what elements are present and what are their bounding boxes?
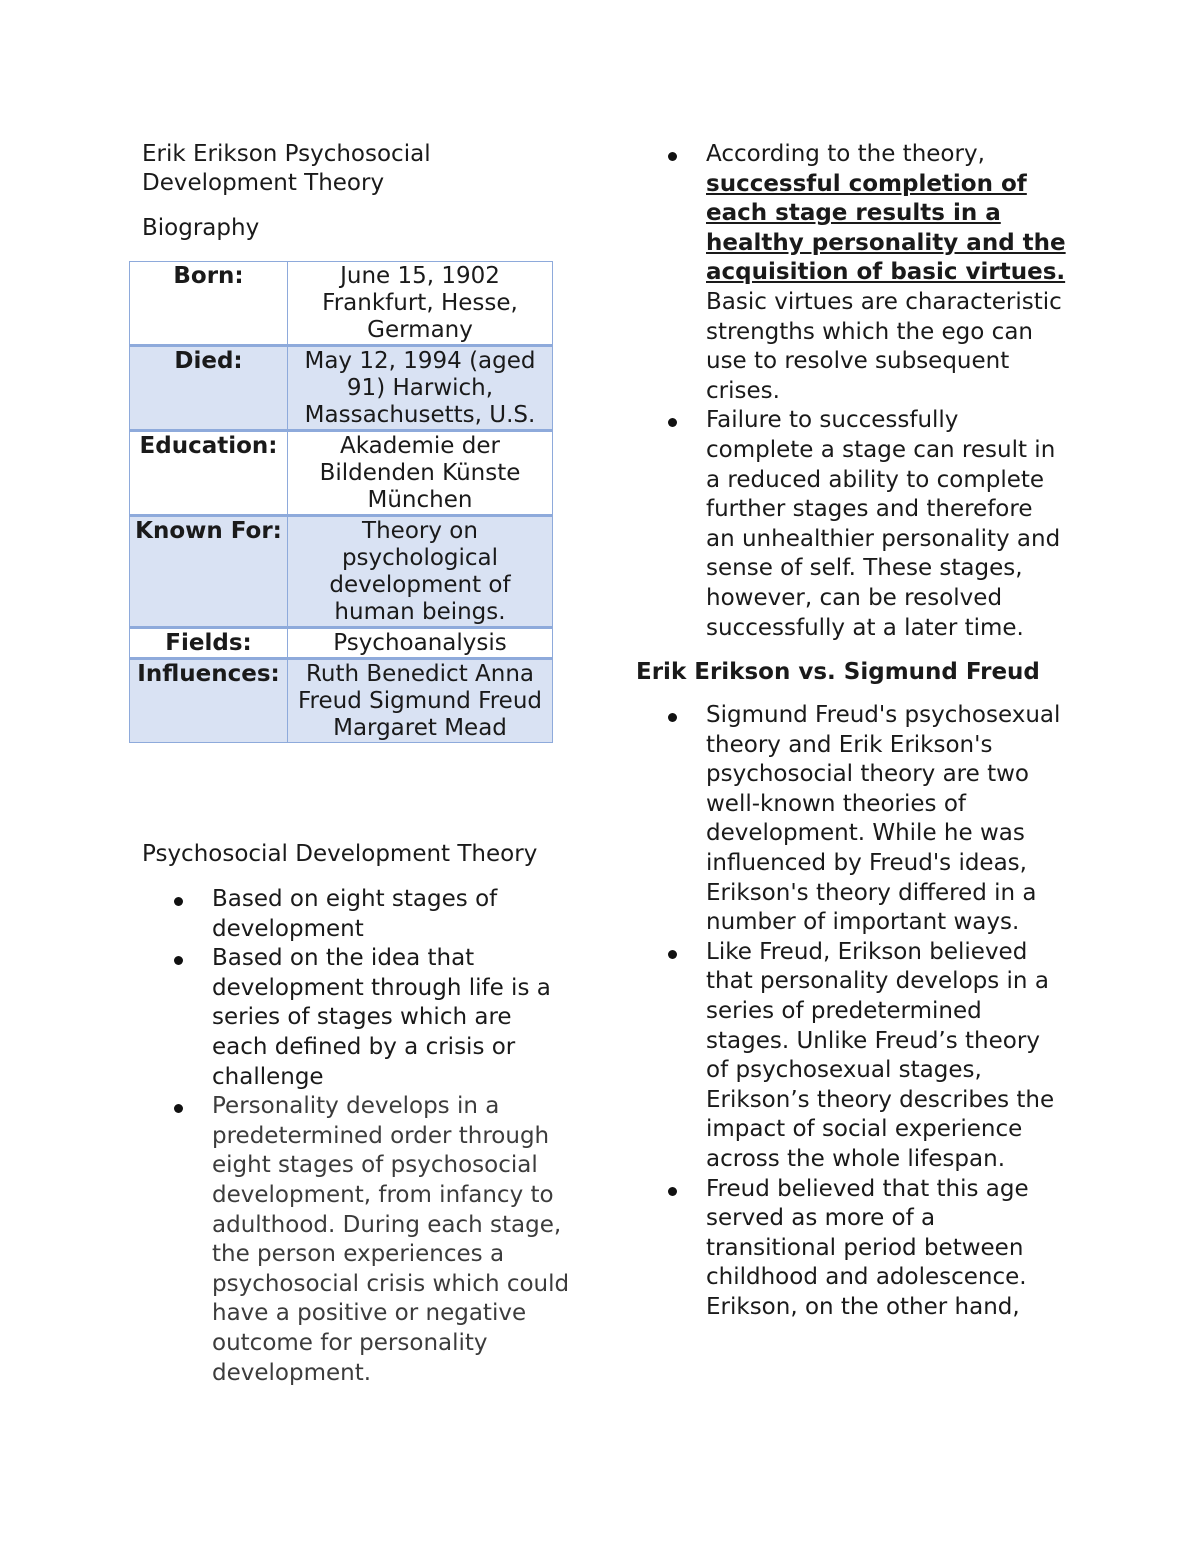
table-key-known-for: Known For: <box>130 516 288 628</box>
list-item <box>636 701 1066 938</box>
table-key-education: Education: <box>130 431 288 516</box>
table-value-died: May 12, 1994 (aged 91) Harwich, Massachusetts, U.S. <box>288 346 553 431</box>
list-item <box>142 944 572 1092</box>
table-value-known-for: Theory on psychological development of human beings. <box>288 516 553 628</box>
table-value-education: Akademie der Bildenden Künste München <box>288 431 553 516</box>
list-item-text: Failure to successfully complete a stage can result in a reduced ability to complete further stages and therefore an unhealthier personality and sense of self. These stages, however, can be resolved successfully at a later time. <box>706 407 1061 641</box>
comparison-bullet-list <box>636 701 1066 1322</box>
list-item-text: Basic virtues are characteristic strengths which the ego can use to resolve subsequent crises. <box>706 288 1062 404</box>
bullet-icon <box>668 713 677 722</box>
list-item <box>636 938 1066 1175</box>
table-row <box>130 346 553 431</box>
bullet-icon <box>174 956 183 965</box>
bullet-icon <box>668 950 677 959</box>
list-item <box>636 406 1066 643</box>
list-item <box>636 140 1066 406</box>
emphasized-text: successful completion of each stage results in a healthy personality and the acquisition of basic virtues. <box>706 170 1066 286</box>
bullet-icon <box>174 897 183 906</box>
list-item-intro: According to the theory, <box>706 141 985 167</box>
document-title: Erik Erikson Psychosocial Development Theory <box>142 141 431 196</box>
table-row <box>130 262 553 346</box>
biography-table <box>129 261 553 743</box>
table-key-born: Born: <box>130 262 288 346</box>
biography-heading: Biography <box>142 215 260 241</box>
table-row <box>130 431 553 516</box>
table-value-born: June 15, 1902 Frankfurt, Hesse, Germany <box>288 262 553 346</box>
theory-outcome-list <box>636 140 1066 643</box>
table-key-died: Died: <box>130 346 288 431</box>
table-key-fields: Fields: <box>130 628 288 659</box>
bullet-icon <box>668 418 677 427</box>
list-item-text: Like Freud, Erikson believed that personality develops in a series of predetermined stages. Unlike Freud’s theory of psychosexual stages, Erikson’s theory describes the impact of social experience across the whole lifespan. <box>706 938 1055 1172</box>
comparison-heading: Erik Erikson vs. Sigmund Freud <box>636 659 1040 686</box>
table-row <box>130 516 553 628</box>
bullet-icon <box>668 1187 677 1196</box>
list-item <box>142 1092 572 1388</box>
table-value-fields: Psychoanalysis <box>288 628 553 659</box>
list-item-text: Freud believed that this age served as more of a transitional period between childhood and adolescence. Erikson, on the other hand, <box>706 1175 1029 1320</box>
list-item <box>142 885 572 944</box>
list-item-text: Based on the idea that development through life is a series of stages which are each defined by a crisis or challenge <box>212 945 551 1090</box>
table-value-influences: Ruth Benedict Anna Freud Sigmund Freud Margaret Mead <box>288 659 553 743</box>
right-column <box>636 140 1066 1323</box>
left-column <box>135 140 572 1386</box>
list-item-text: Personality develops in a predetermined order through eight stages of psychosocial development, from infancy to adulthood. During each stage, the person experiences a psychosocial crisis which could have a positive or negative outcome for personality development. <box>212 1093 570 1386</box>
list-item-text: Sigmund Freud's psychosexual theory and Erik Erikson's psychosocial theory are two well-known theories of development. While he was influenced by Freud's ideas, Erikson's theory differed in a number of important ways. <box>706 702 1061 936</box>
list-item <box>636 1175 1066 1323</box>
bullet-icon <box>174 1104 183 1113</box>
table-key-influences: Influences: <box>130 659 288 743</box>
theory-heading: Psychosocial Development Theory <box>142 841 538 867</box>
list-item-text: Based on eight stages of development <box>212 886 498 942</box>
table-row <box>130 659 553 743</box>
theory-bullet-list <box>142 885 572 1388</box>
bullet-icon <box>668 152 677 161</box>
table-row <box>130 628 553 659</box>
